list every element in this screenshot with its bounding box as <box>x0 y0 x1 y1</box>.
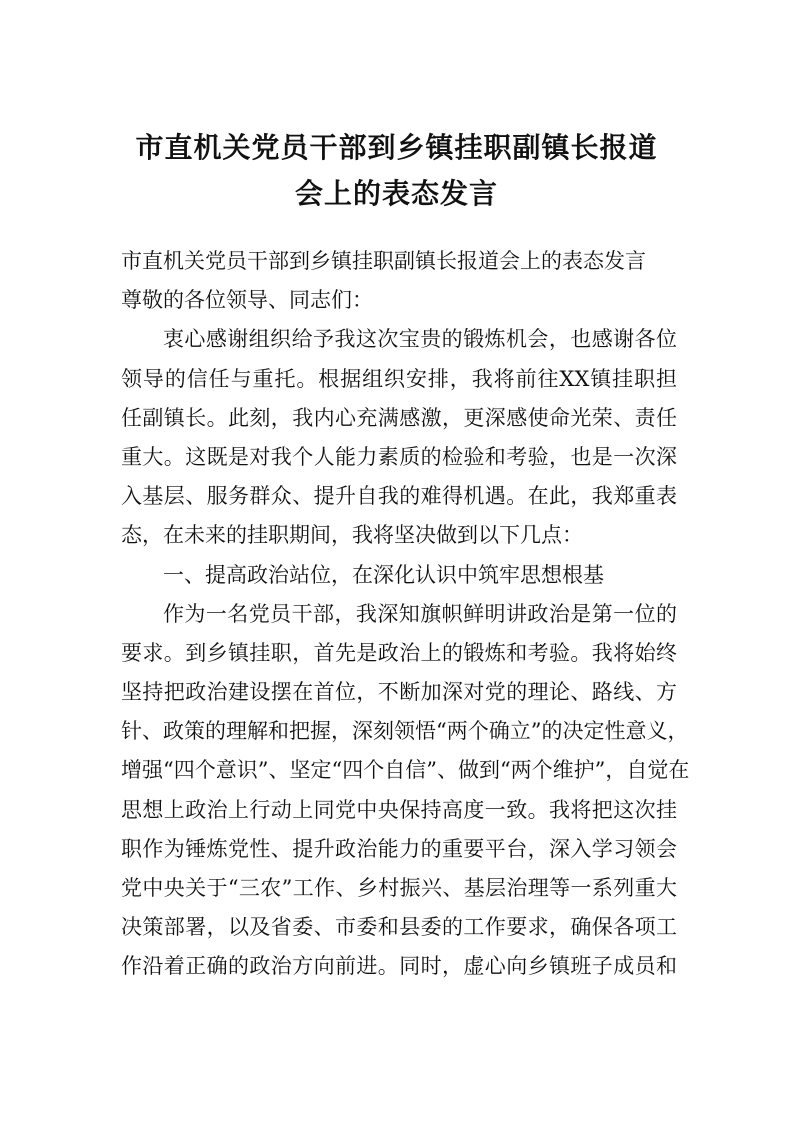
body-line: 针、政策的理解和把握，深刻领悟“两个确立”的决定性意义， <box>121 719 689 744</box>
document-title-line-1: 市直机关党员干部到乡镇挂职副镇长报道 <box>135 131 658 164</box>
body-line: 态，在未来的挂职期间，我将坚决做到以下几点： <box>121 523 583 548</box>
body-line: 作沿着正确的政治方向前进。同时，虚心向乡镇班子成员和 <box>121 954 677 979</box>
body-line: 思想上政治上行动上同党中央保持高度一致。我将把这次挂 <box>121 797 677 822</box>
document-title-line-2: 会上的表态发言 <box>294 177 498 210</box>
body-line: 重大。这既是对我个人能力素质的检验和考验，也是一次深 <box>121 444 677 469</box>
body-line: 任副镇长。此刻，我内心充满感激，更深感使命光荣、责任 <box>121 405 677 430</box>
body-line: 增强“四个意识”、坚定“四个自信”、做到“两个维护”，自觉在 <box>121 758 690 783</box>
body-line: 要求。到乡镇挂职，首先是政治上的锻炼和考验。我将始终 <box>121 640 677 665</box>
body-line: 党中央关于“三农”工作、乡村振兴、基层治理等一系列重大 <box>121 876 677 900</box>
body-line: 职作为锤炼党性、提升政治能力的重要平台，深入学习领会 <box>121 836 677 861</box>
body-line: 入基层、服务群众、提升自我的难得机遇。在此，我郑重表 <box>121 484 677 509</box>
body-line: 市直机关党员干部到乡镇挂职副镇长报道会上的表态发言 <box>121 249 646 273</box>
body-line: 坚持把政治建设摆在首位，不断加深对党的理论、路线、方 <box>121 680 677 705</box>
body-line: 决策部署，以及省委、市委和县委的工作要求，确保各项工 <box>121 915 677 940</box>
section-heading: 一、提高政治站位，在深化认识中筑牢思想根基 <box>163 562 604 587</box>
document-body <box>121 242 690 987</box>
salutation-line: 尊敬的各位领导、同志们： <box>121 288 373 313</box>
body-line: 衷心感谢组织给予我这次宝贵的锻炼机会，也感谢各位 <box>163 327 677 352</box>
body-line: 领导的信任与重托。根据组织安排，我将前往XX镇挂职担 <box>121 366 677 391</box>
body-line: 作为一名党员干部，我深知旗帜鲜明讲政治是第一位的 <box>163 601 677 626</box>
